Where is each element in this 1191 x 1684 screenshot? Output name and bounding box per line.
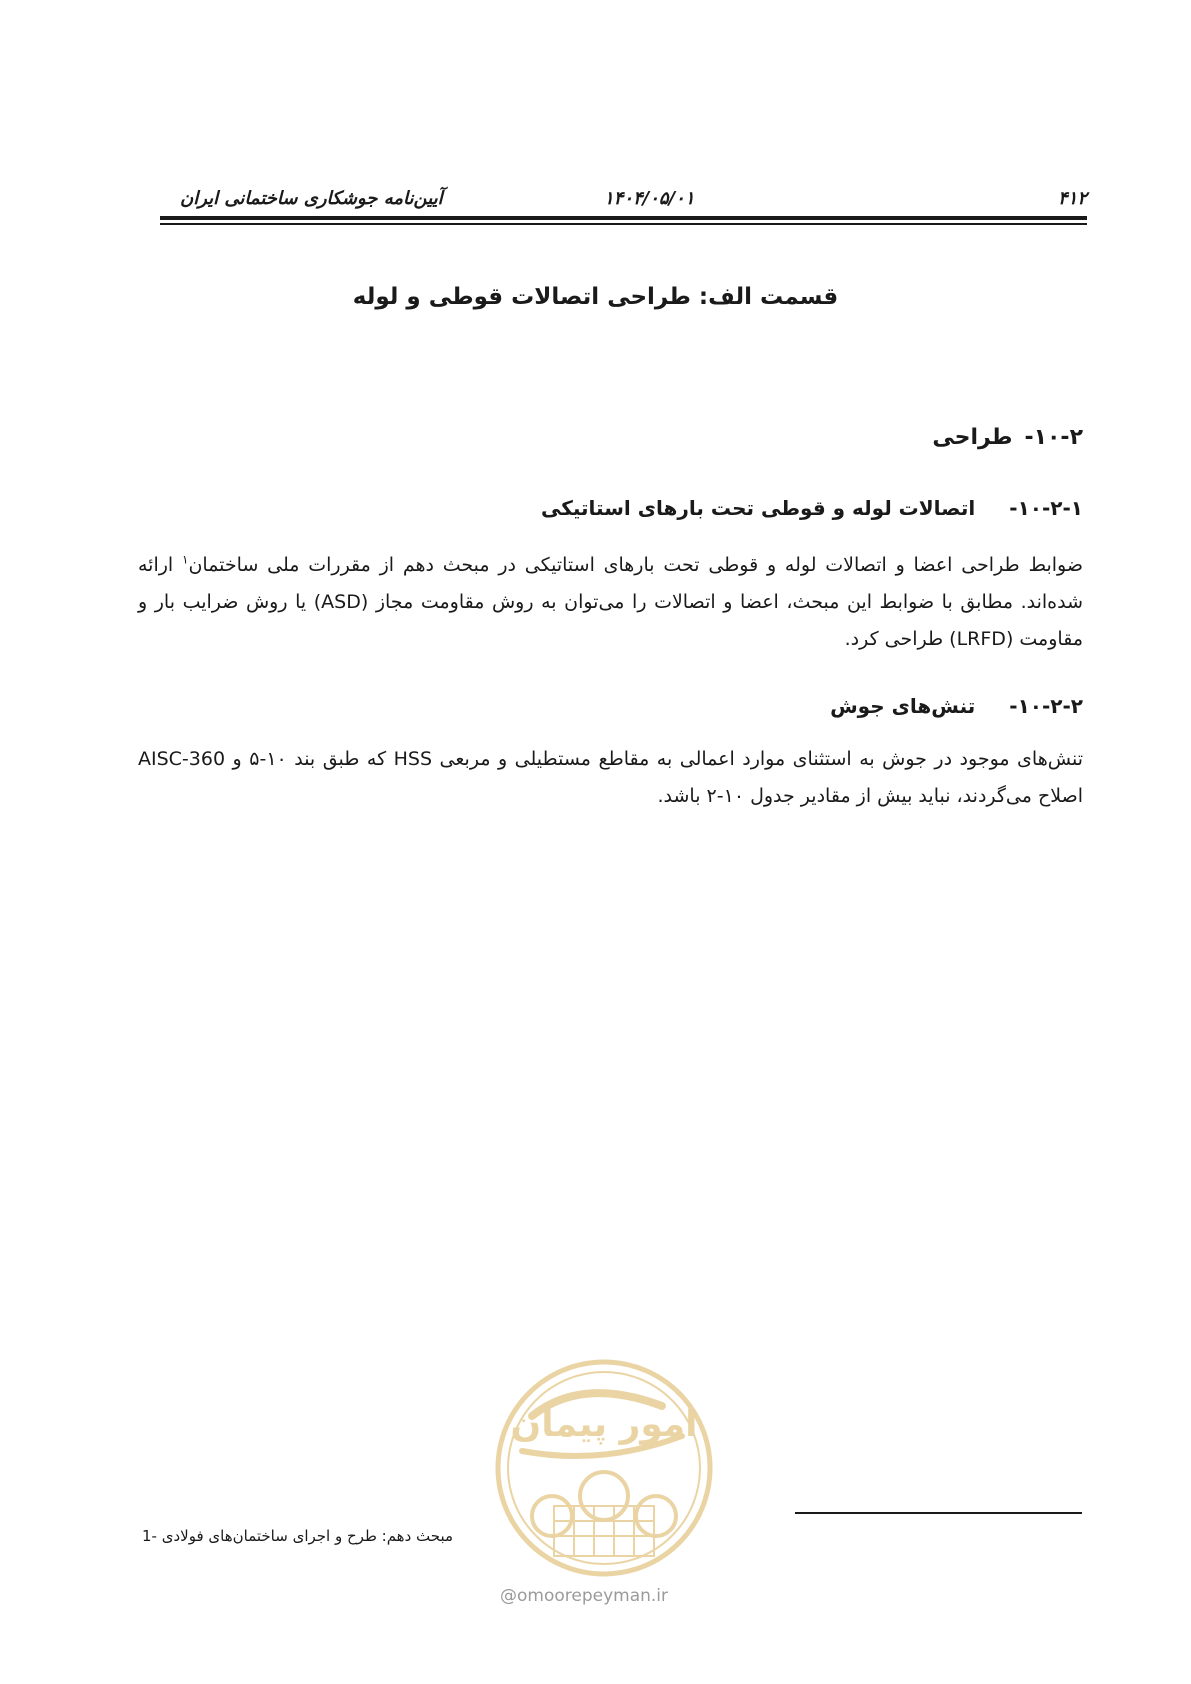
header-page-number: ۴۱۲	[1057, 188, 1087, 209]
header-rule-thin	[160, 223, 1087, 225]
footnote-reference: ۱	[182, 552, 189, 567]
subsection-heading-1	[541, 496, 1083, 520]
section-title: طراحی	[932, 425, 1013, 450]
paragraph-static-loads	[138, 547, 1083, 658]
paragraph-1-text-b: ارائه شده‌اند. مطابق با ضوابط این مبحث، اعضا و اتصالات را می‌توان به روش مقاومت مجاز (ASD) یا روش ضرایب بار و مقاومت (LRFD) طراحی کرد.	[138, 554, 1083, 650]
header-book-title: آیین‌نامه جوشکاری ساختمانی ایران	[180, 188, 443, 209]
header-date: ۱۴۰۴/۰۵/۰۱	[604, 188, 695, 209]
subsection-heading-2	[830, 694, 1083, 718]
paragraph-1-text-a: ضوابط طراحی اعضا و اتصالات لوله و قوطی تحت بارهای استاتیکی در مبحث دهم از مقررات ملی ساختمان	[188, 554, 1084, 576]
section-heading	[932, 425, 1083, 450]
subsection-number-2: ۱۰-۲-۲-	[1009, 694, 1083, 718]
omoorepeyman-seal-logo	[492, 1356, 716, 1580]
part-title: قسمت الف: طراحی اتصالات قوطی و لوله	[352, 284, 839, 310]
footnote-rule	[795, 1512, 1082, 1514]
paragraph-weld-stresses: تنش‌های موجود در جوش به استثنای موارد اعمالی به مقاطع مستطیلی و مربعی HSS که طبق بند ۱۰-۵ و AISC-360 اصلاح می‌گردند، نباید بیش از مقادیر جدول ۱۰-۲ باشد.	[138, 748, 1083, 807]
subsection-number-1: ۱۰-۲-۱-	[1009, 496, 1083, 520]
footnote-text: مبحث دهم: طرح و اجرای ساختمان‌های فولادی -1	[142, 1527, 454, 1545]
header-rule-thick	[160, 216, 1087, 220]
subsection-title-1: اتصالات لوله و قوطی تحت بارهای استاتیکی	[541, 496, 976, 520]
watermark-caption: @omoorepeyman.ir	[500, 1586, 669, 1606]
subsection-title-2: تنش‌های جوش	[830, 694, 976, 718]
section-number: ۱۰-۲-	[1024, 425, 1083, 450]
seal-text: امور پیمان	[510, 1404, 698, 1445]
